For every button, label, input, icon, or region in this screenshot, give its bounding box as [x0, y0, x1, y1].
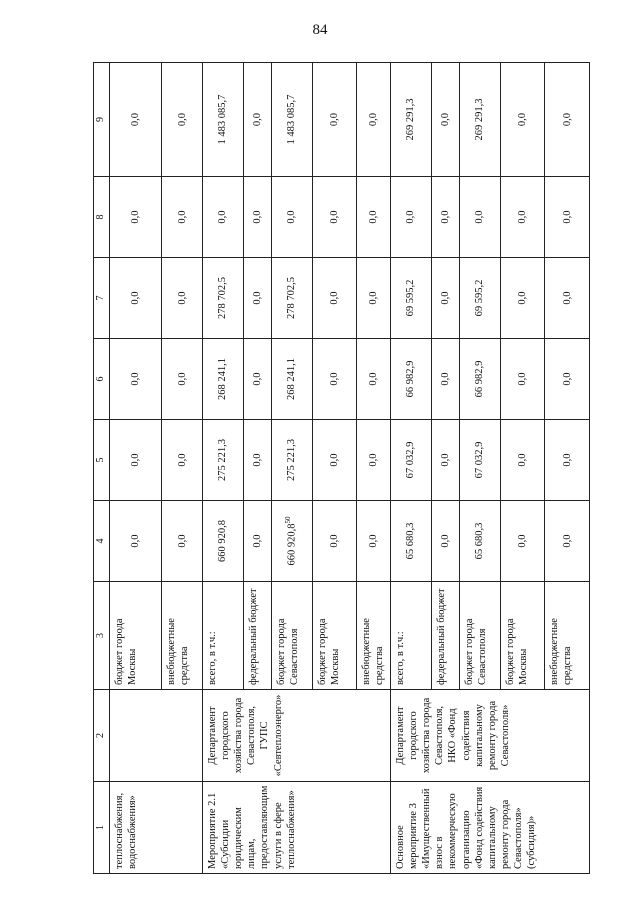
- value-cell: 1 483 085,7: [271, 63, 312, 177]
- value-cell: 0,0: [162, 258, 203, 339]
- executor-cell: Департамент городского хозяйства города Севастополя, ГУПС «Севтеплоэнерго»: [202, 690, 390, 782]
- value-text: 660 920,8: [286, 523, 298, 566]
- table-row: [390, 63, 431, 874]
- value-cell: 66 982,9: [459, 339, 500, 420]
- column-header: 9: [94, 63, 110, 177]
- value-cell: 0,0: [500, 420, 545, 501]
- value-cell: 0,0: [109, 420, 162, 501]
- value-cell: 0,0: [357, 339, 391, 420]
- value-cell: 269 291,3: [459, 63, 500, 177]
- value-cell: 0,0: [431, 177, 459, 258]
- value-cell: 0,0: [271, 177, 312, 258]
- value-cell: 0,0: [312, 177, 357, 258]
- value-cell: 0,0: [109, 258, 162, 339]
- value-cell: 65 680,3: [390, 501, 431, 582]
- value-cell: 0,0: [243, 63, 271, 177]
- value-cell: 0,0: [109, 63, 162, 177]
- value-cell: 0,0: [162, 501, 203, 582]
- measure-cell: Основное мероприятие 3 «Имущественный взнос в некоммерческую организацию «Фонд содействия капитальному ремонту города Севастополя» (субсидия)»: [390, 782, 589, 874]
- value-cell: 0,0: [312, 501, 357, 582]
- value-cell: 0,0: [545, 177, 590, 258]
- budget-table: [93, 62, 590, 874]
- value-cell: 0,0: [312, 339, 357, 420]
- source-cell: федеральный бюджет: [431, 582, 459, 690]
- value-cell: 269 291,3: [390, 63, 431, 177]
- value-cell: 0,0: [459, 177, 500, 258]
- column-header: 6: [94, 339, 110, 420]
- value-cell: 0,0: [162, 420, 203, 501]
- value-cell: 0,0: [357, 501, 391, 582]
- value-cell: 660 920,8: [202, 501, 243, 582]
- value-cell: 0,0: [202, 177, 243, 258]
- value-cell: 0,0: [109, 501, 162, 582]
- value-cell: 0,0: [431, 501, 459, 582]
- source-cell: бюджет города Москвы: [312, 582, 357, 690]
- value-cell: 0,0: [500, 63, 545, 177]
- value-cell: 0,0: [545, 339, 590, 420]
- value-cell: 0,0: [162, 339, 203, 420]
- value-cell: 0,0: [357, 177, 391, 258]
- value-cell: 0,0: [357, 420, 391, 501]
- value-cell: 69 595,2: [459, 258, 500, 339]
- value-cell: 0,0: [431, 420, 459, 501]
- table-row: [202, 63, 243, 874]
- column-header: 4: [94, 501, 110, 582]
- value-cell: 65 680,3: [459, 501, 500, 582]
- column-header: 7: [94, 258, 110, 339]
- value-cell: 278 702,5: [202, 258, 243, 339]
- value-cell: 1 483 085,7: [202, 63, 243, 177]
- value-cell: 0,0: [243, 501, 271, 582]
- column-header: 5: [94, 420, 110, 501]
- source-cell: бюджет города Москвы: [500, 582, 545, 690]
- value-cell: 66 982,9: [390, 339, 431, 420]
- value-cell: 0,0: [243, 177, 271, 258]
- value-cell: 0,0: [357, 258, 391, 339]
- measure-cell: Мероприятие 2.1 «Субсидии юридическим лицам, предоставляющим услуги в сфере теплоснабжения»: [202, 782, 390, 874]
- value-cell: [271, 501, 312, 582]
- value-cell: 0,0: [109, 339, 162, 420]
- executor-cell: [109, 690, 202, 782]
- source-cell: внебюджетные средства: [545, 582, 590, 690]
- column-header: 3: [94, 582, 110, 690]
- value-cell: 0,0: [545, 420, 590, 501]
- value-cell: 0,0: [500, 339, 545, 420]
- value-cell: 0,0: [500, 501, 545, 582]
- value-cell: 0,0: [243, 420, 271, 501]
- page-number: 84: [312, 22, 328, 38]
- value-cell: 0,0: [545, 63, 590, 177]
- source-cell: бюджет города Москвы: [109, 582, 162, 690]
- executor-cell: Департамент городского хозяйства города Севастополя, НКО «Фонд содействия капитальному ремонту города Севастополя»: [390, 690, 589, 782]
- source-cell: бюджет города Севастополя: [459, 582, 500, 690]
- value-cell: 0,0: [357, 63, 391, 177]
- value-cell: 67 032,9: [390, 420, 431, 501]
- value-cell: 0,0: [431, 63, 459, 177]
- value-cell: 69 595,2: [390, 258, 431, 339]
- value-cell: 0,0: [243, 258, 271, 339]
- source-cell: федеральный бюджет: [243, 582, 271, 690]
- source-cell: внебюджетные средства: [357, 582, 391, 690]
- value-cell: 0,0: [545, 258, 590, 339]
- source-cell: всего, в т.ч.:: [202, 582, 243, 690]
- source-cell: внебюджетные средства: [162, 582, 203, 690]
- value-cell: 268 241,1: [202, 339, 243, 420]
- value-cell: 0,0: [431, 258, 459, 339]
- value-cell: 0,0: [162, 63, 203, 177]
- value-cell: 0,0: [312, 63, 357, 177]
- value-cell: 0,0: [109, 177, 162, 258]
- value-cell: 0,0: [500, 258, 545, 339]
- value-cell: 0,0: [431, 339, 459, 420]
- rotated-table-container: [93, 63, 590, 874]
- column-header: 8: [94, 177, 110, 258]
- value-cell: 275 221,3: [202, 420, 243, 501]
- footnote-marker: 50: [284, 516, 293, 524]
- value-cell: 278 702,5: [271, 258, 312, 339]
- source-cell: всего, в т.ч.:: [390, 582, 431, 690]
- value-cell: 0,0: [545, 501, 590, 582]
- value-cell: 0,0: [312, 258, 357, 339]
- value-cell: 0,0: [162, 177, 203, 258]
- source-cell: бюджет города Севастополя: [271, 582, 312, 690]
- column-header: 1: [94, 782, 110, 874]
- value-cell: 0,0: [243, 339, 271, 420]
- value-cell: 0,0: [390, 177, 431, 258]
- value-cell: 275 221,3: [271, 420, 312, 501]
- measure-cell: теплоснабжения, водоснабжения»: [109, 782, 202, 874]
- column-number-row: [94, 63, 110, 874]
- value-cell: 67 032,9: [459, 420, 500, 501]
- table-row: [109, 63, 162, 874]
- value-cell: 0,0: [500, 177, 545, 258]
- value-cell: 0,0: [312, 420, 357, 501]
- column-header: 2: [94, 690, 110, 782]
- value-cell: 268 241,1: [271, 339, 312, 420]
